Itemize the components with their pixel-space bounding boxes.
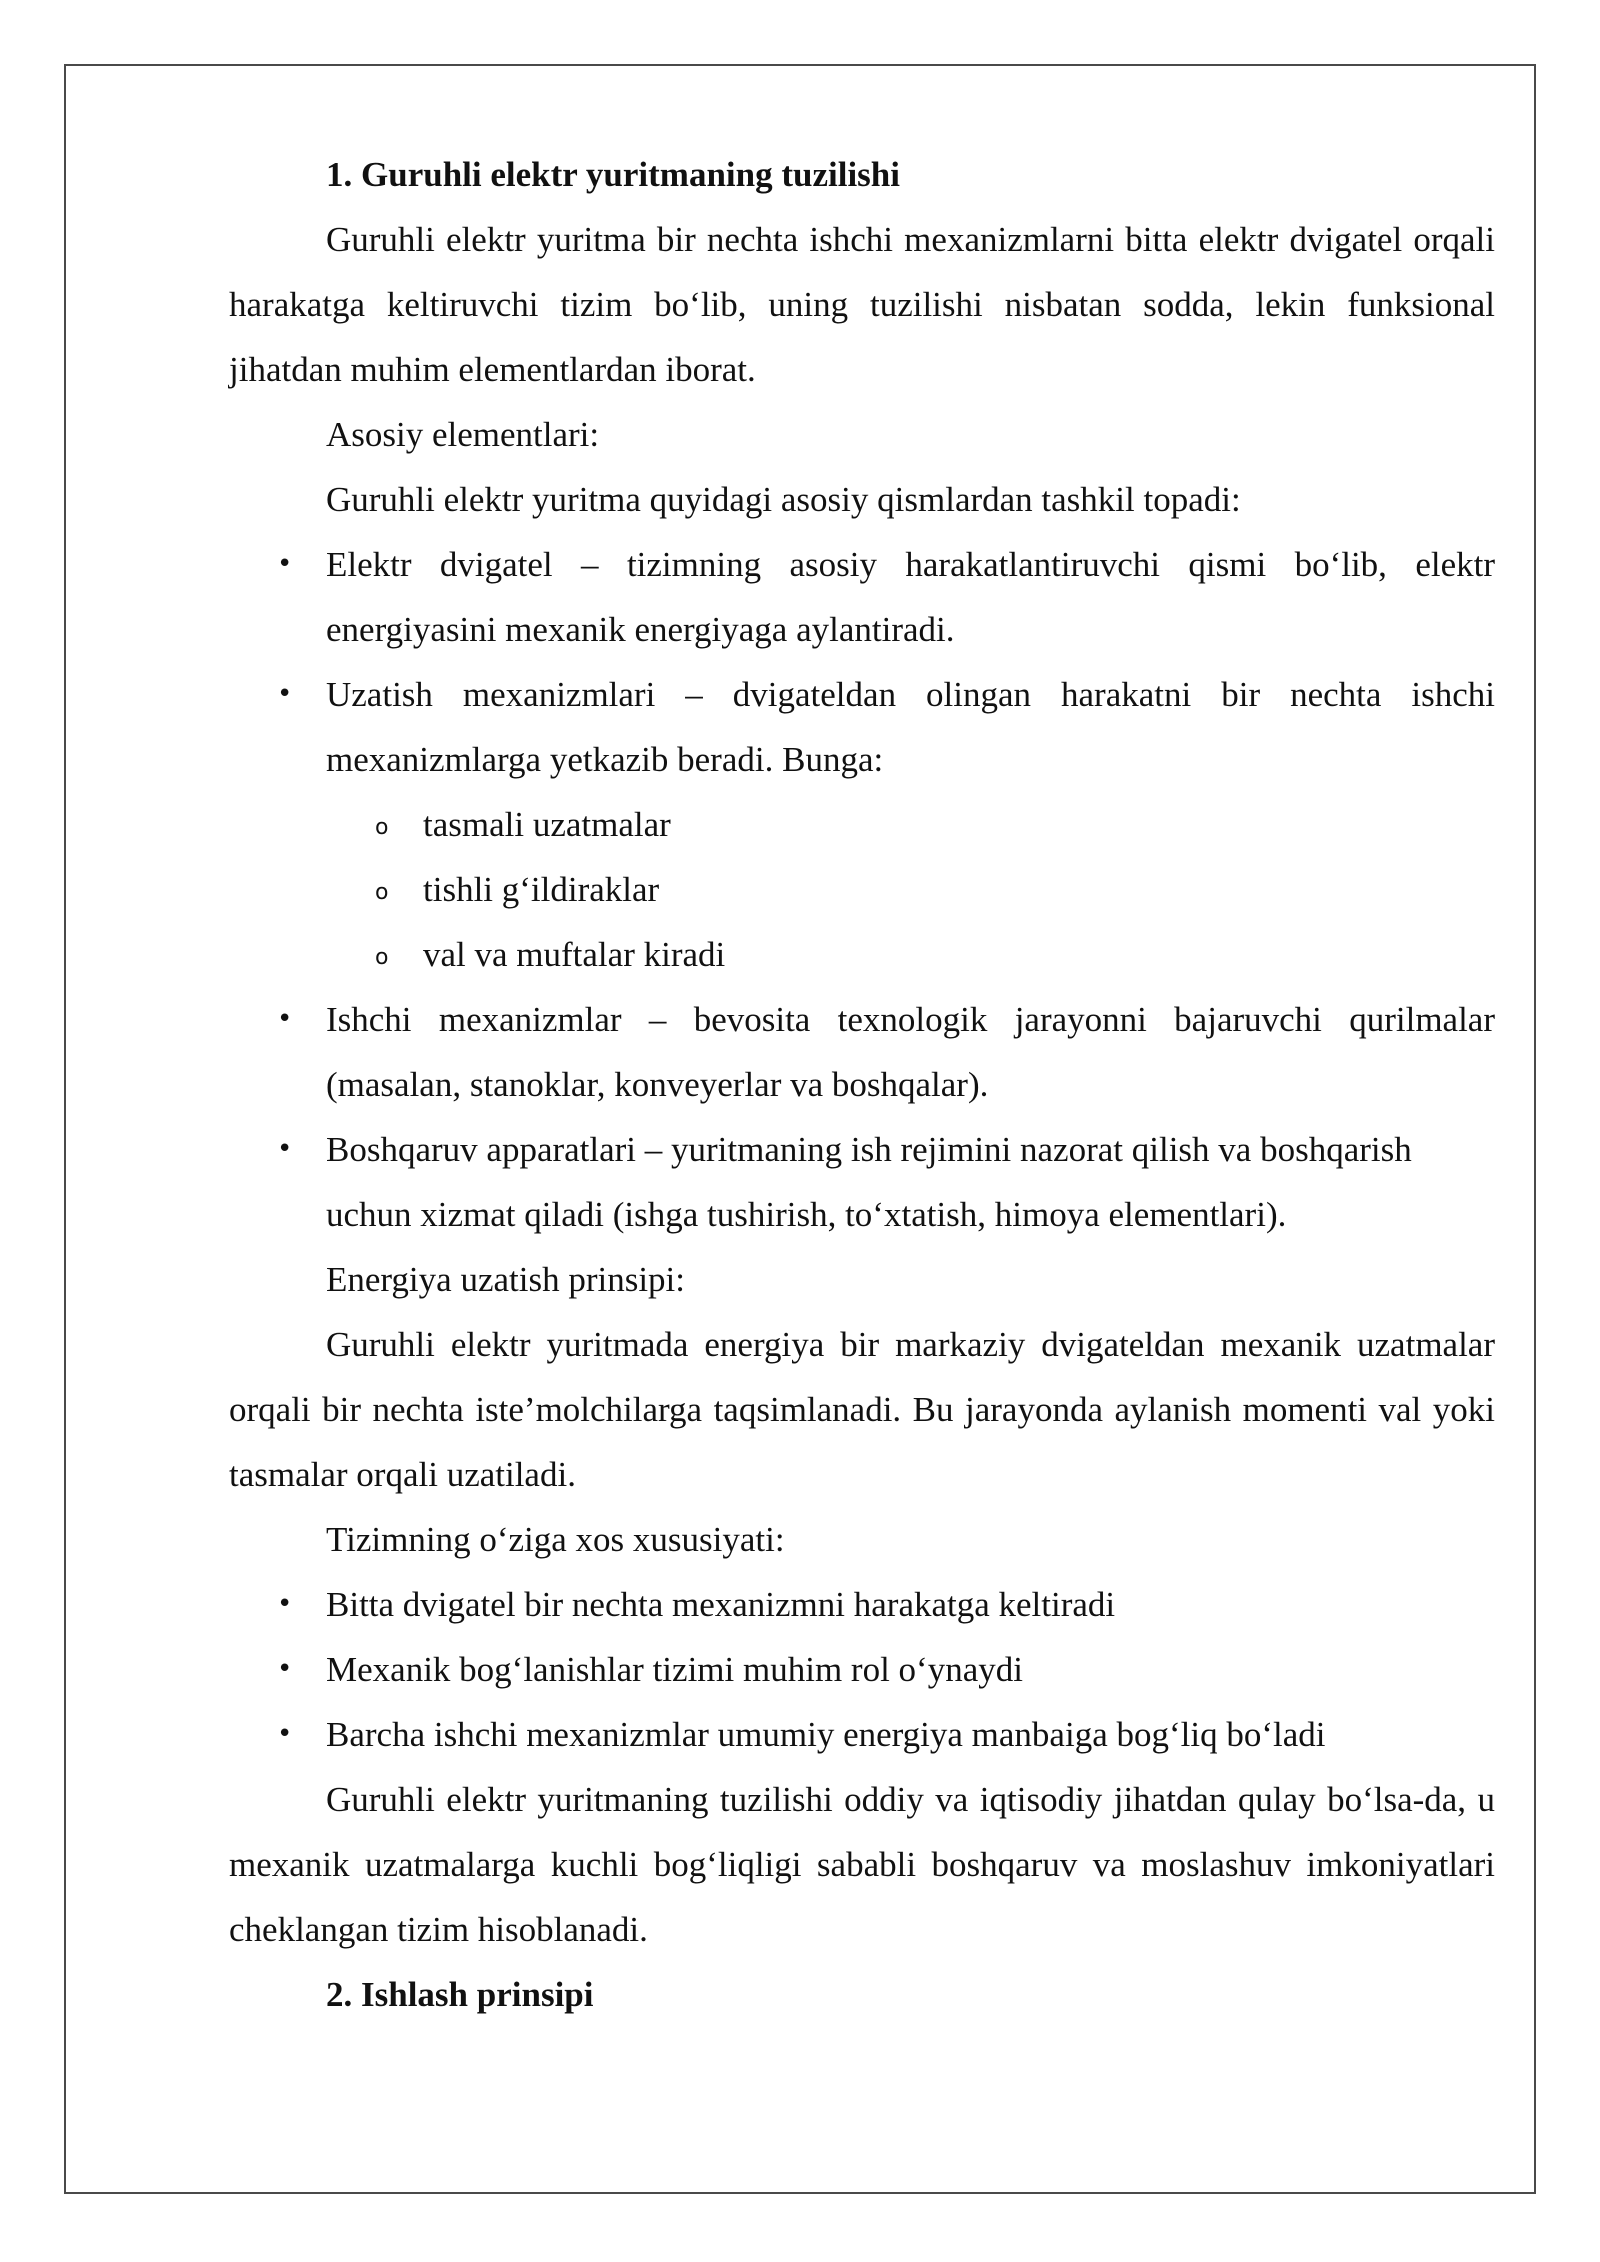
list-item [229,1702,1495,1767]
features-list [229,1572,1495,1767]
energy-paragraph: Guruhli elektr yuritmada energiya bir markaziy dvigateldan mexanik uzatmalar orqali bir nechta iste’molchilarga taqsimlanadi. Bu jarayonda aylanish momenti val yoki tasmalar orqali uzatiladi. [229,1325,1495,1494]
list-item [229,792,1495,857]
list-item-text: Boshqaruv apparatlari – yuritmaning ish rejimini nazorat qilish va boshqarish uchun xizmat qiladi (ishga tushirish, to‘xtatish, himoya elementlari). [326,1130,1412,1234]
circle-bullet-icon: o [375,880,389,905]
list-item [229,1117,1495,1247]
section-heading: 2. Ishlash prinsipi [326,1975,594,2014]
list-item-text: val va muftalar kiradi [423,935,726,974]
document-body [229,142,1495,2027]
bullet-icon: • [277,1654,293,1684]
list-item [229,662,1495,792]
bullet-icon: • [277,549,293,579]
list-item [229,1572,1495,1637]
circle-bullet-icon: o [375,945,389,970]
elements-list-continued [229,987,1495,1247]
list-item-text: Uzatish mexanizmlari – dvigateldan olingan harakatni bir nechta ishchi mexanizmlarga yetkazib beradi. Bunga: [326,675,1495,779]
list-item [229,922,1495,987]
list-item [229,1637,1495,1702]
main-elements-label: Asosiy elementlari: [326,415,600,454]
list-item-text: tasmali uzatmalar [423,805,671,844]
transmission-types-list [229,792,1495,987]
features-label: Tizimning o‘ziga xos xususiyati: [326,1520,785,1559]
energy-label: Energiya uzatish prinsipi: [326,1260,686,1299]
conclusion-paragraph: Guruhli elektr yuritmaning tuzilishi oddiy va iqtisodiy jihatdan qulay bo‘lsa-da, u mexanik uzatmalarga kuchli bog‘liqligi sababli boshqaruv va moslashuv imkoniyatlari cheklangan tizim hisoblanadi. [229,1780,1495,1949]
list-item [229,532,1495,662]
bullet-icon: • [277,1134,293,1164]
list-item [229,857,1495,922]
main-elements-intro: Guruhli elektr yuritma quyidagi asosiy qismlardan tashkil topadi: [326,480,1241,519]
list-item-text: Barcha ishchi mexanizmlar umumiy energiya manbaiga bog‘liq bo‘ladi [326,1715,1326,1754]
list-item-text: tishli g‘ildiraklar [423,870,660,909]
bullet-icon: • [277,1589,293,1619]
list-item-text: Mexanik bog‘lanishlar tizimi muhim rol o‘ynaydi [326,1650,1023,1689]
circle-bullet-icon: o [375,815,389,840]
bullet-icon: • [277,1004,293,1034]
section-heading: 1. Guruhli elektr yuritmaning tuzilishi [326,155,900,194]
list-item-text: Elektr dvigatel – tizimning asosiy harakatlantiruvchi qismi bo‘lib, elektr energiyasini mexanik energiyaga aylantiradi. [326,545,1495,649]
bullet-icon: • [277,1719,293,1749]
list-item-text: Ishchi mexanizmlar – bevosita texnologik jarayonni bajaruvchi qurilmalar (masalan, stanoklar, konveyerlar va boshqalar). [326,1000,1495,1104]
elements-list [229,532,1495,792]
bullet-icon: • [277,679,293,709]
list-item [229,987,1495,1117]
intro-paragraph: Guruhli elektr yuritma bir nechta ishchi mexanizmlarni bitta elektr dvigatel orqali harakatga keltiruvchi tizim bo‘lib, uning tuzilishi nisbatan sodda, lekin funksional jihatdan muhim elementlardan iborat. [229,220,1495,389]
list-item-text: Bitta dvigatel bir nechta mexanizmni harakatga keltiradi [326,1585,1116,1624]
